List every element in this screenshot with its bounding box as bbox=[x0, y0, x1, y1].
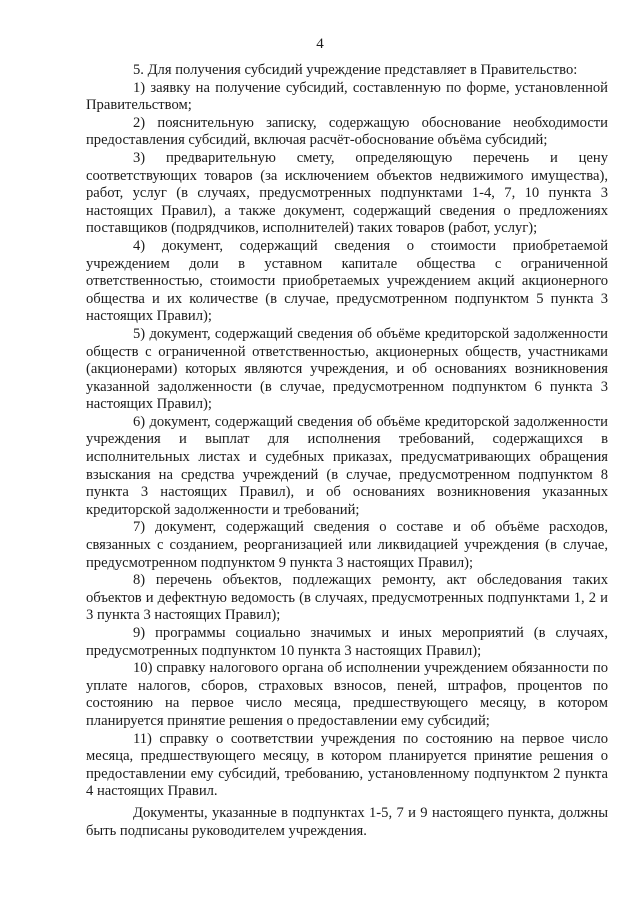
paragraph-closing: Документы, указанные в подпунктах 1-5, 7 и 9 настоящего пункта, должны быть подписаны руководителем учреждения. bbox=[86, 804, 608, 839]
paragraph-item-4: 4) документ, содержащий сведения о стоимости приобретаемой учреждением доли в уставном капитале общества с ограниченной ответственностью, стоимости приобретаемых учреждением акций акционерного общества и их количестве (в случае, предусмотренном подпунктом 5 пункта 3 настоящих Правил); bbox=[86, 237, 608, 325]
paragraph-item-9: 9) программы социально значимых и иных мероприятий (в случаях, предусмотренных подпунктом 10 пункта 3 настоящих Правил); bbox=[86, 625, 608, 659]
document-body bbox=[86, 62, 608, 840]
paragraph-item-5: 5) документ, содержащий сведения об объёме кредиторской задолженности обществ с ограниченной ответственностью, акционерных обществ, участниками (акционерами) которых являются учреждения, и об основаниях возникновения указанной задолженности (в случае, предусмотренном подпунктом 6 пункта 3 настоящих Правил); bbox=[86, 325, 608, 413]
paragraph-item-2: 2) пояснительную записку, содержащую обоснование необходимости предоставления субсидий, включая расчёт-обоснование объёма субсидий; bbox=[86, 114, 608, 149]
paragraph-item-10: 10) справку налогового органа об исполнении учреждением обязанности по уплате налогов, сборов, страховых взносов, пеней, штрафов, процентов по состоянию на первое число месяца, предшествующего месяцу, в котором планируется принятие решения о предоставлении ему субсидий; bbox=[86, 660, 608, 729]
paragraph-item-11: 11) справку о соответствии учреждения по состоянию на первое число месяца, предшествующего месяцу, в котором планируется принятие решения о предоставлении ему субсидий, требованию, установленному подпунктом 2 пункта 4 настоящих Правил. bbox=[86, 730, 608, 800]
paragraph-item-3: 3) предварительную смету, определяющую перечень и цену соответствующих товаров (за исключением объектов недвижимого имущества), работ, услуг (в случаях, предусмотренных подпунктами 1-4, 7, 10 пункта 3 настоящих Правил), а также документ, содержащий сведения о предложениях поставщиков (подрядчиков, исполнителей) таких товаров (работ, услуг); bbox=[86, 149, 608, 237]
page-number: 4 bbox=[316, 36, 324, 52]
paragraph-item-7: 7) документ, содержащий сведения о составе и об объёме расходов, связанных с созданием, реорганизацией или ликвидацией учреждения (в случае, предусмотренном подпунктом 9 пункта 3 настоящих Правил); bbox=[86, 519, 608, 571]
paragraph-item-8: 8) перечень объектов, подлежащих ремонту, акт обследования таких объектов и дефектную ведомость (в случаях, предусмотренных подпунктами 1, 2 и 3 пункта 3 настоящих Правил); bbox=[86, 572, 608, 624]
paragraph-item-1: 1) заявку на получение субсидий, составленную по форме, установленной Правительством; bbox=[86, 79, 608, 114]
paragraph-intro: 5. Для получения субсидий учреждение представляет в Правительство: bbox=[133, 62, 578, 78]
paragraph-item-6: 6) документ, содержащий сведения об объёме кредиторской задолженности учреждения и выплат для исполнения требований, содержащихся в исполнительных листах и судебных приказах, предусматривающих обращения взыскания на средства учреждений (в случае, предусмотренном подпунктом 8 пункта 3 настоящих Правил), и об основаниях возникновения указанных кредиторской задолженности и требований; bbox=[86, 413, 608, 518]
